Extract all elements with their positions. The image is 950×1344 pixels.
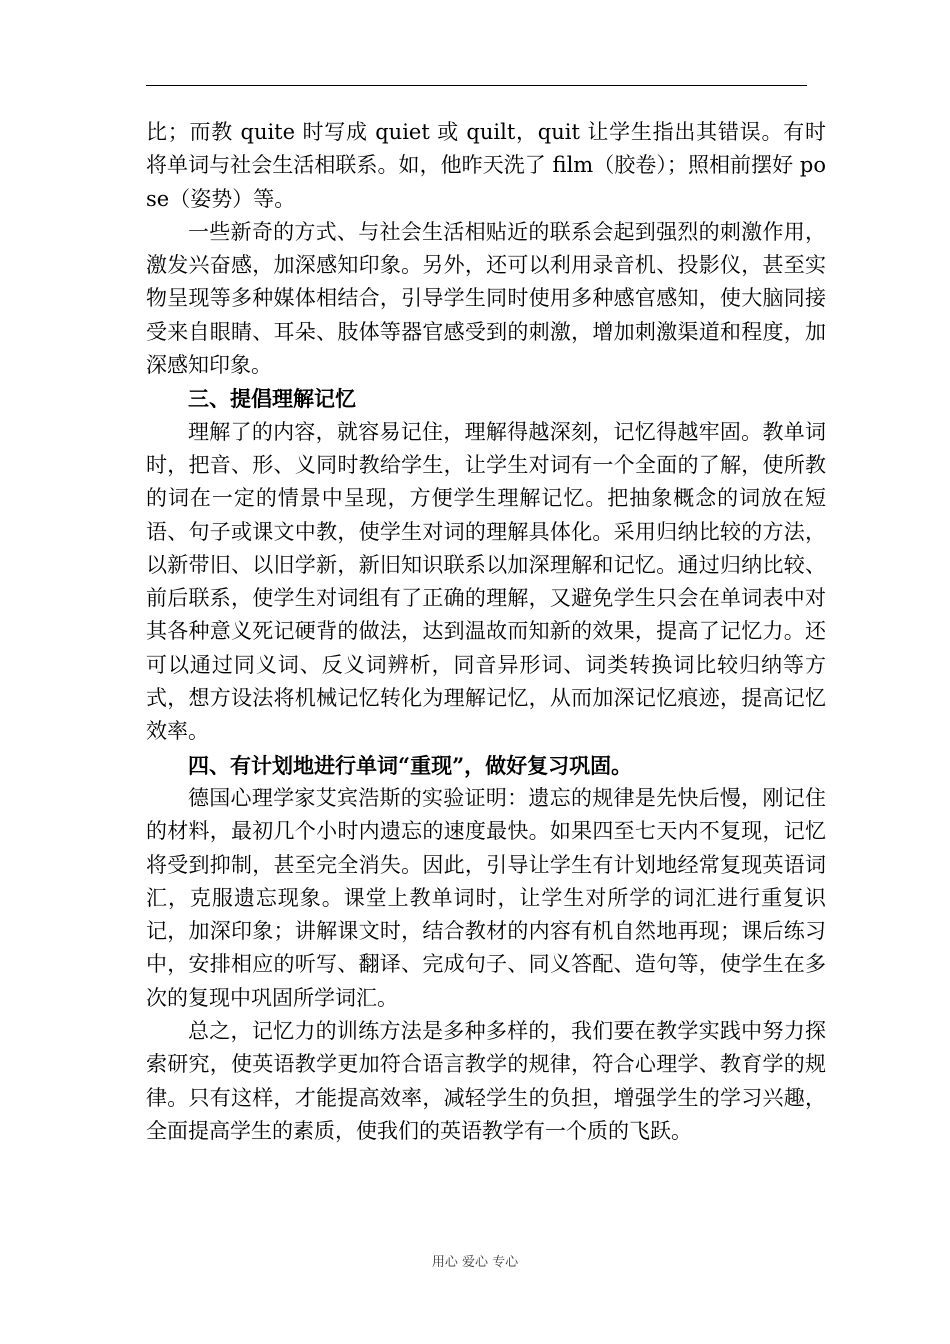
paragraph-novel-methods: 一些新奇的方式、与社会生活相贴近的联系会起到强烈的刺激作用，激发兴奋感，加深感知印象。另外，还可以利用录音机、投影仪，甚至实物呈现等多种媒体相结合，引导学生同时使用多种感官感知，使大脑同接受来自眼睛、耳朵、肢体等器官感受到的刺激，增加刺激渠道和程度，加深感知印象。 <box>146 219 826 378</box>
paragraph-understanding-memory: 理解了的内容，就容易记住，理解得越深刻，记忆得越牢固。教单词时，把音、形、义同时教给学生，让学生对词有一个全面的了解，使所教的词在一定的情景中呈现，方便学生理解记忆。把抽象概念的词放在短语、句子或课文中教，使学生对词的理解具体化。采用归纳比较的方法，以新带旧、以旧学新，新旧知识联系以加深理解和记忆。通过归纳比较、前后联系，使学生对词组有了正确的理解，又避免学生只会在单词表中对其各种意义死记硬背的做法，达到温故而知新的效果，提高了记忆力。还可以通过同义词、反义词辨析，同音异形词、词类转换词比较归纳等方式，想方设法将机械记忆转化为理解记忆，从而加深记忆痕迹，提高记忆效率。 <box>146 419 826 744</box>
header-rule <box>146 85 807 86</box>
document-body <box>146 116 826 1148</box>
section-heading-3: 三、提倡理解记忆 <box>188 386 356 412</box>
paragraph-conclusion: 总之，记忆力的训练方法是多种多样的，我们要在教学实践中努力探索研究，使英语教学更加符合语言教学的规律，符合心理学、教育学的规律。只有这样，才能提高效率，减轻学生的负担，增强学生的学习兴趣，全面提高学生的素质，使我们的英语教学有一个质的飞跃。 <box>146 1019 826 1143</box>
page-footer: 用心 爱心 专心 <box>431 1255 519 1270</box>
paragraph-continued: 比；而教 quite 时写成 quiet 或 quilt，quit 让学生指出其错误。有时将单词与社会生活相联系。如，他昨天洗了 film（胶卷）；照相前摆好 pose（姿势）等。 <box>146 120 826 211</box>
paragraph-ebbinghaus: 德国心理学家艾宾浩斯的实验证明：遗忘的规律是先快后慢，刚记住的材料，最初几个小时内遗忘的速度最快。如果四至七天内不复现，记忆将受到抑制，甚至完全消失。因此，引导让学生有计划地经常复现英语词汇，克服遗忘现象。课堂上教单词时，让学生对所学的词汇进行重复识记，加深印象；讲解课文时，结合教材的内容有机自然地再现；课后练习中，安排相应的听写、翻译、完成句子、同义答配、造句等，使学生在多次的复现中巩固所学词汇。 <box>146 785 826 1010</box>
section-heading-4: 四、有计划地进行单词“重现”，做好复习巩固。 <box>188 752 633 778</box>
